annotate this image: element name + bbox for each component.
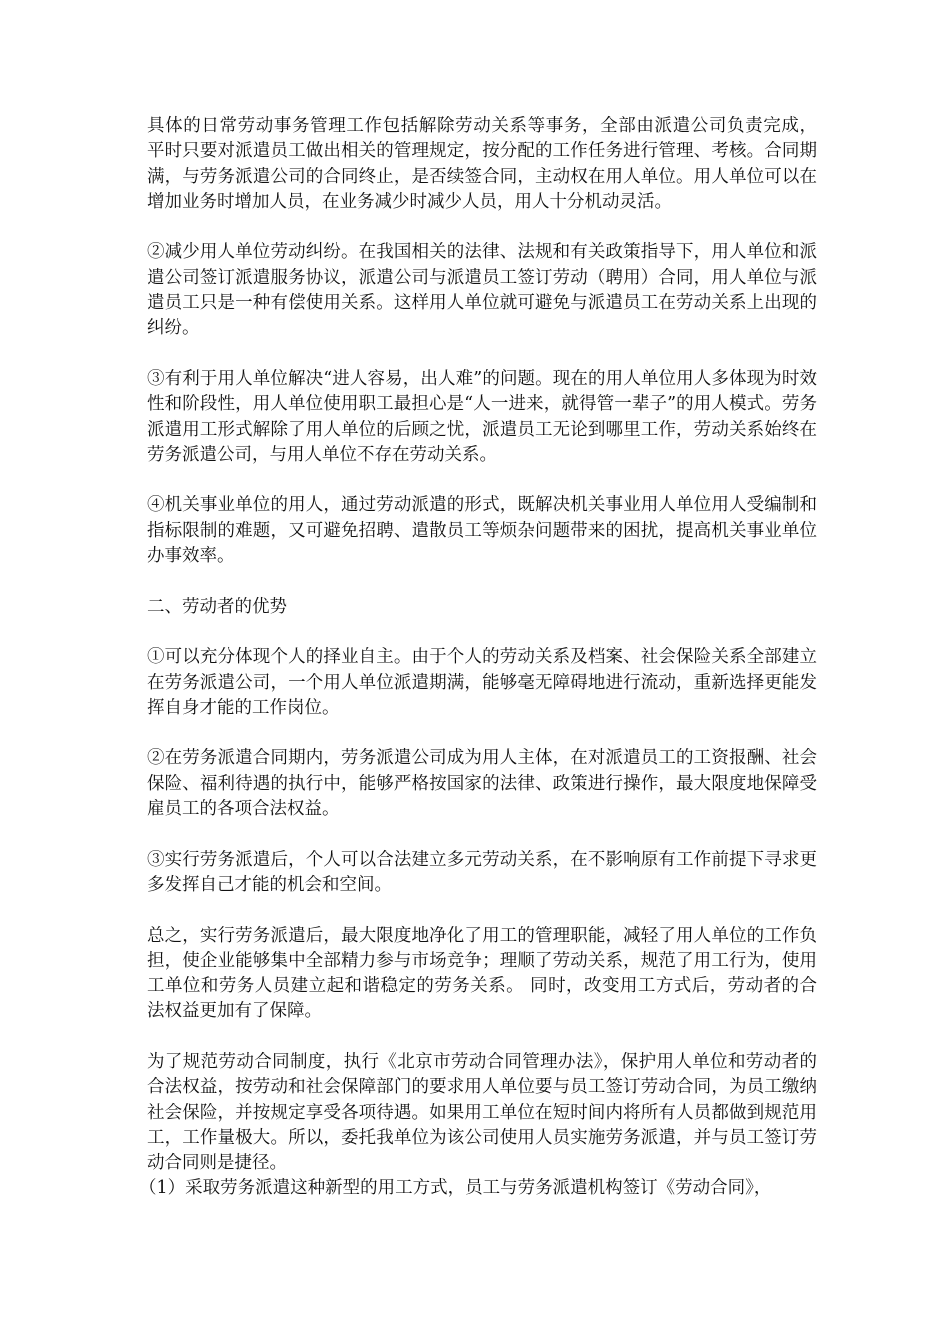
paragraph-dispatch-management: 具体的日常劳动事务管理工作包括解除劳动关系等事务，全部由派遣公司负责完成， 平时只要对派遣员工做出相关的管理规定，按分配的工作任务进行管理、考核。合同期满，与劳务派遣公司的合同终止，是否续签合同，主动权在用人单位。用人单位可以在增加业务时增加人员，在业务减少时减少人员，用人十分机动灵活。 xyxy=(147,116,817,212)
paragraph-summary: 总之，实行劳务派遣后，最大限度地净化了用工的管理职能，减轻了用人单位的工作负担，使企业能够集中全部精力参与市场竞争；理顺了劳动关系，规范了用工行为，使用工单位和劳务人员建立起和谐稳定的劳务关系。 同时，改变用工方式后，劳动者的合法权益更加有了保障。 xyxy=(147,925,817,1022)
paragraph-item-1: （1）采取劳务派遣这种新型的用工方式，员工与劳务派遣机构签订《劳动合同》， xyxy=(139,1178,772,1199)
document-body xyxy=(139,114,817,1202)
paragraph-public-institutions: ④机关事业单位的用人，通过劳动派遣的形式，既解决机关事业用人单位用人受编制和指标限制的难题，又可避免招聘、遣散员工等烦杂问题带来的困扰，提高机关事业单位办事效率。 xyxy=(147,495,817,567)
paragraph-career-autonomy: ①可以充分体现个人的择业自主。由于个人的劳动关系及档案、社会保险关系全部建立在劳务派遣公司，一个用人单位派遣期满，能够毫无障碍地进行流动，重新选择更能发挥自身才能的工作岗位。 xyxy=(147,647,817,718)
paragraph-multiple-relations: ③实行劳务派遣后，个人可以合法建立多元劳动关系，在不影响原有工作前提下寻求更多发挥自己才能的机会和空间。 xyxy=(147,849,817,895)
paragraph-rights-protection: ②在劳务派遣合同期内，劳务派遣公司成为用人主体，在对派遣员工的工资报酬、社会保险、福利待遇的执行中，能够严格按国家的法律、政策进行操作，最大限度地保障受雇员工的各项合法权益。 xyxy=(147,748,817,820)
paragraph-hiring-flexibility: ③有利于用人单位解决“进人容易，出人难”的问题。现在的用人单位用人多体现为时效性和阶段性，用人单位使用职工最担心是“人一进来，就得管一辈子”的用人模式。劳务派遣用工形式解除了用人单位的后顾之忧，派遣员工无论到哪里工作，劳动关系始终在劳务派遣公司，与用人单位不存在劳动关系。 xyxy=(147,368,817,465)
paragraph-regulation: 为了规范劳动合同制度，执行《北京市劳动合同管理办法》，保护用人单位和劳动者的合法权益，按劳动和社会保障部门的要求用人单位要与员工签订劳动合同，为员工缴纳社会保险，并按规定享受各项待遇。如果用工单位在短时间内将所有人员都做到规范用工，工作量极大。所以，委托我单位为该公司使用人员实施劳务派遣，并与员工签订劳动合同则是捷径。 xyxy=(147,1051,817,1174)
section-heading-worker-advantages: 二、劳动者的优势 xyxy=(147,596,287,617)
paragraph-reduce-disputes: ②减少用人单位劳动纠纷。在我国相关的法律、法规和有关政策指导下，用人单位和派遣公司签订派遣服务协议，派遣公司与派遣员工签订劳动（聘用）合同，用人单位与派遣员工只是一种有偿使用关系。这样用人单位就可避免与派遣员工在劳动关系上出现的纠纷。 xyxy=(147,242,817,339)
